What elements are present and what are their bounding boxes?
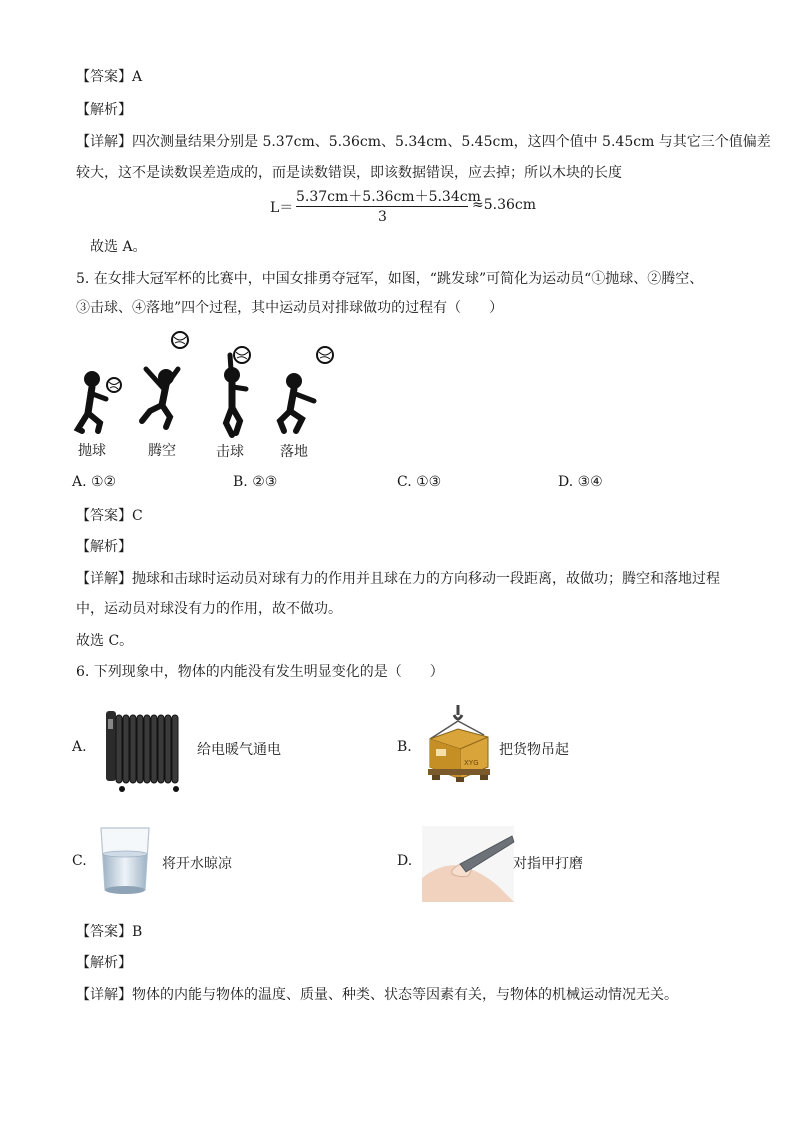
land-figure-icon (280, 347, 333, 431)
q4-detail-line1: 【详解】四次测量结果分别是 5.37cm、5.36cm、5.34cm、5.45cm，这四个值中 5.45cm 与其它三个值偏差 (76, 134, 771, 150)
figure-label-land: 落地 (280, 444, 308, 460)
q6-option-d-letter: D. (397, 853, 413, 869)
q6-detail: 【详解】物体的内能与物体的温度、质量、种类、状态等因素有关，与物体的机械运动情况无关。 (76, 987, 678, 1003)
q6-option-d-text: 对指甲打磨 (513, 856, 583, 872)
q4-detail-line2: 较大，这不是读数误差造成的，而是读数错误，即该数据错误，应去掉；所以木块的长度 (76, 165, 622, 181)
formula-numerator: 5.37cm＋5.36cm＋5.34cm (296, 189, 481, 205)
q5-option-a: A. ①② (72, 474, 117, 490)
q4-answer: 【答案】A (76, 69, 143, 85)
q5-detail-line2: 中，运动员对球没有力的作用，故不做功。 (76, 601, 342, 617)
q5-answer: 【答案】C (76, 508, 143, 524)
q6-option-b-letter: B. (397, 739, 412, 755)
length-formula (270, 186, 537, 226)
q6-analysis-heading: 【解析】 (76, 955, 132, 971)
q5-question-line2: ③击球、④落地”四个过程，其中运动员对排球做功的过程有（ ） (76, 300, 504, 316)
nail-file-image (422, 826, 514, 902)
fraction-bar (296, 206, 468, 207)
glass-image (97, 824, 153, 898)
crate-image (422, 705, 498, 789)
q5-question-line1: 5. 在女排大冠军杯的比赛中，中国女排勇夺冠军，如图，“跳发球”可简化为运动员“①抛球、②腾空、 (76, 271, 704, 287)
toss-figure-icon (78, 371, 121, 431)
q5-conclusion: 故选 C。 (76, 633, 134, 649)
serve-figure (70, 325, 350, 465)
figure-label-jump: 腾空 (148, 443, 176, 459)
figure-label-toss: 抛球 (78, 443, 106, 459)
crate-label: XYG (464, 759, 479, 767)
q6-option-b-text: 把货物吊起 (499, 742, 569, 758)
formula-lhs: L＝ (270, 200, 294, 216)
figure-label-hit: 击球 (216, 444, 244, 460)
q5-option-c: C. ①③ (397, 474, 442, 490)
q6-option-a-letter: A. (72, 739, 87, 755)
formula-denominator: 3 (378, 209, 387, 225)
q6-answer: 【答案】B (76, 924, 143, 940)
hit-figure-icon (224, 347, 250, 435)
q5-option-d: D. ③④ (558, 474, 603, 490)
q6-option-a-text: 给电暖气通电 (197, 742, 281, 758)
q6-option-c-letter: C. (72, 853, 87, 869)
formula-rhs: ≈5.36cm (472, 197, 537, 213)
q5-option-b: B. ②③ (233, 474, 278, 490)
q6-option-c-text: 将开水晾凉 (162, 856, 232, 872)
jump-figure-icon (142, 332, 188, 427)
q6-question: 6. 下列现象中，物体的内能没有发生明显变化的是（ ） (76, 664, 444, 680)
q4-analysis-heading: 【解析】 (76, 102, 132, 118)
heater-image (100, 705, 185, 793)
q5-analysis-heading: 【解析】 (76, 539, 132, 555)
q4-conclusion: 故选 A。 (90, 239, 147, 255)
q5-detail-line1: 【详解】抛球和击球时运动员对球有力的作用并且球在力的方向移动一段距离，故做功；腾空和落地过程 (76, 571, 720, 587)
